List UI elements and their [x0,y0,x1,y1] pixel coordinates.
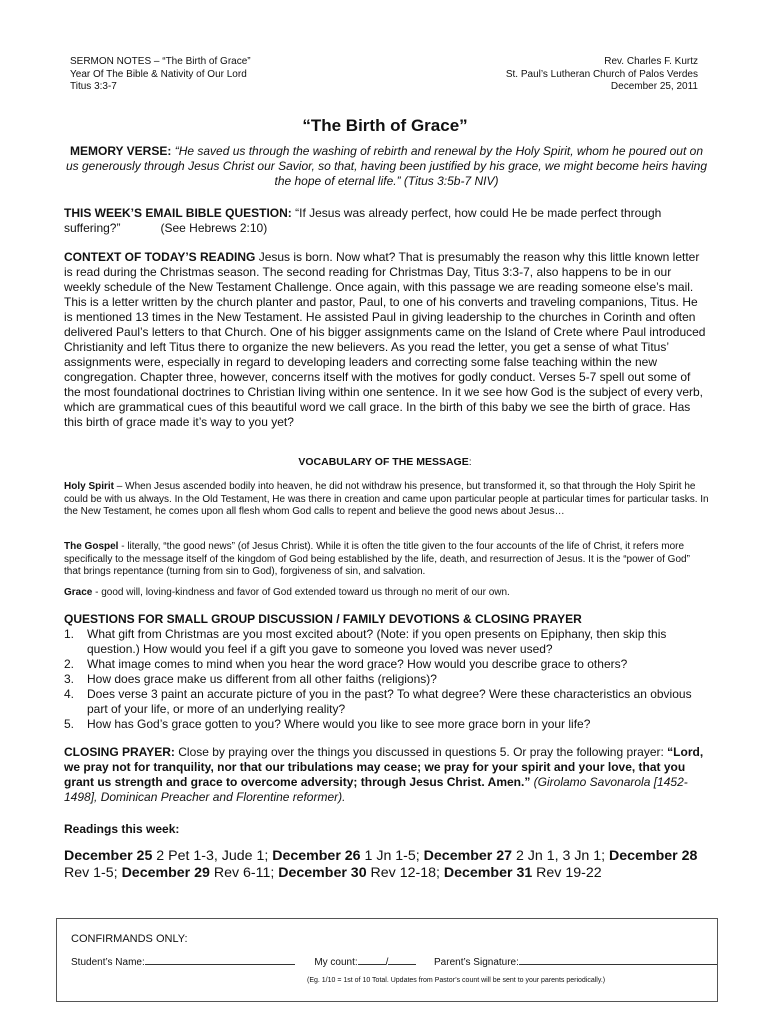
vocab-definition: – When Jesus ascended bodily into heaven, he did not withdraw his presence, but transformed it, so that through the Holy Spirit he could be with us always. In the Old Testament, He was there in creation and came upon particular people at particular times for particular tasks. In the New Testament, he comes upon all flesh whom God calls to repent and believe the good news about Jesus… [64,481,709,518]
vocab-definition: - literally, “the good news” (of Jesus Christ). While it is often the title given to the four accounts of the life of Christ, it refers more specifically to the message itself of the kingdom of God being established by the life, death, and resurrection of Jesus. It is the “power of God” that brings repentance (turning from sin to God), forgiveness of sin, and salvation. [64,541,690,578]
closing-prayer-text: “Lord, we pray not for tranquility, nor that our tribulations may cease; we pray for your spirit and your love, that you grant us strength and grace to overcome adversity; through Jesus Christ. Amen.” [64,745,704,789]
closing-prayer-intro: Close by praying over the things you discussed in questions 5. Or pray the following prayer: [174,745,668,759]
email-bible-question [64,206,709,236]
reading-refs: 2 Pet 1-3, Jude 1; [152,848,273,864]
email-question-ref: (See Hebrews 2:10) [160,221,268,235]
reading-refs: Rev 12-18; [366,865,444,881]
context-label: CONTEXT OF TODAY’S READING [64,250,256,264]
count-separator: / [385,957,389,968]
count-current-field[interactable] [358,955,386,965]
confirmands-box [56,918,718,1002]
student-name-field[interactable] [145,955,295,965]
email-question-text: “If Jesus was already perfect, how could He be made perfect through suffering?” [64,206,662,235]
question-item [64,672,709,687]
parent-signature-label: Parent’s Signature: [434,957,519,968]
readings-heading: Readings this week: [64,822,180,836]
reading-date: December 31 [443,865,533,881]
reading-date: December 28 [609,848,698,864]
context-of-reading [64,250,709,430]
parent-signature-field[interactable] [519,955,717,965]
confirmands-heading: CONFIRMANDS ONLY: [71,933,188,945]
question-item [64,627,709,657]
header-right [506,56,698,94]
closing-prayer [64,745,709,805]
header-series: Year Of The Bible & Nativity of Our Lord [70,68,247,80]
header-scripture: Titus 3:3-7 [70,81,117,92]
reading-date: December 29 [121,865,210,881]
vocabulary-heading [0,456,770,468]
header-church: St. Paul’s Lutheran Church of Palos Verdes [505,68,698,80]
question-item [64,657,709,672]
memory-verse-label: MEMORY VERSE: [70,144,172,158]
question-number: 5. [64,717,75,731]
header-sermon-title: SERMON NOTES – “The Birth of Grace” [70,56,251,67]
question-text: How does grace make us different from all other faiths (religions)? [87,672,437,686]
vocab-term: Grace [64,587,93,598]
vocab-term: The Gospel [64,541,119,552]
closing-prayer-citation: (Girolamo Savonarola [1452-1498], Dominican Preacher and Florentine reformer). [64,775,688,804]
vocab-definition: - good will, loving-kindness and favor of God extended toward us through no merit of our own. [92,587,510,598]
question-number: 4. [64,687,75,701]
questions-heading: QUESTIONS FOR SMALL GROUP DISCUSSION / FAMILY DEVOTIONS & CLOSING PRAYER [64,612,582,626]
count-total-field[interactable] [388,955,416,965]
questions-list [64,627,709,732]
reading-date: December 27 [423,848,513,864]
student-name-label: Student’s Name: [71,957,145,968]
count-label: My count: [314,957,358,968]
memory-verse-text: “He saved us through the washing of rebirth and renewal by the Holy Spirit, whom he poured out on us generously through Jesus Christ our Savior, so that, having been justified by his grace, we might become heirs having the hope of eternal life.” (Titus 3:5b-7 NIV) [65,144,707,188]
memory-verse [64,144,709,189]
question-number: 1. [64,627,75,641]
closing-prayer-label: CLOSING PRAYER: [64,745,175,759]
reading-refs: Rev 19-22 [532,865,602,881]
header-date: December 25, 2011 [610,81,698,92]
email-question-label: THIS WEEK’S EMAIL BIBLE QUESTION: [64,206,292,220]
question-text: How has God’s grace gotten to you? Where would you like to see more grace born in your life? [87,717,591,731]
vocab-item-gospel [64,541,709,579]
question-number: 3. [64,672,75,686]
question-item [64,687,709,717]
vocab-term: Holy Spirit [64,481,115,492]
vocabulary-heading-colon: : [468,456,472,468]
context-text: Jesus is born. Now what? That is presumably the reason why this little known letter is read during the Christmas season. The second reading for Christmas Day, Titus 3:3-7, also happens to be in our weekly schedule of the New Testament Challenge. Once again, with this passage we are reading someone else’s mail. This is a letter written by the church planter and pastor, Paul, to one of his converts and traveling companions, Titus. He is mentioned 13 times in the New Testament. He assisted Paul in giving leadership to the churches in Corinth and often delivered Paul’s letters to that Church. One of his bigger assignments came on the Island of Crete where Paul introduced Christianity and left Titus there to organize the new believers. As you read the letter, you get a sense of what Titus’ assignments were, especially in regard to developing leaders and correcting some false teaching within the new congregation. Chapter three, however, concerns itself with the motives for godly conduct. Verses 5-7 spell out some of the most foundational doctrines to Christian living within one sentence. In it we see how God is the subject of every verb, which are grammatical cues of this beautiful word we call grace. In the birth of this baby we see the birth of grace. Has this birth of grace made it’s way to you yet? [64,250,706,429]
vocab-item-grace [64,587,709,600]
vocab-item-holy-spirit [64,481,709,519]
question-item [64,717,709,732]
confirmands-fields [71,955,717,968]
vocabulary-heading-text: VOCABULARY OF THE MESSAGE [298,456,469,468]
question-text: Does verse 3 paint an accurate picture of you in the past? To what degree? Were these characteristics an obvious part of your life, or more of an underlying reality? [87,687,692,716]
reading-date: December 30 [278,865,367,881]
question-text: What image comes to mind when you hear the word grace? How would you describe grace to others? [87,657,628,671]
header-left [70,56,251,94]
header-pastor: Rev. Charles F. Kurtz [604,56,698,67]
readings-list [64,848,714,882]
reading-date: December 25 [64,848,153,864]
reading-date: December 26 [272,848,361,864]
page-title: “The Birth of Grace” [302,116,468,135]
reading-refs: 1 Jn 1-5; [360,848,424,864]
question-text: What gift from Christmas are you most excited about? (Note: if you open presents on Epiphany, then skip this question.) How would you feel if a gift you gave to someone you loved was never used? [87,627,667,656]
reading-refs: Rev 6-11; [209,865,279,881]
reading-refs: Rev 1-5; [64,865,122,881]
count-note: (Eg. 1/10 = 1st of 10 Total. Updates from Pastor’s count will be sent to your parents periodically.) [307,977,606,984]
reading-refs: 2 Jn 1, 3 Jn 1; [512,848,610,864]
question-number: 2. [64,657,75,671]
